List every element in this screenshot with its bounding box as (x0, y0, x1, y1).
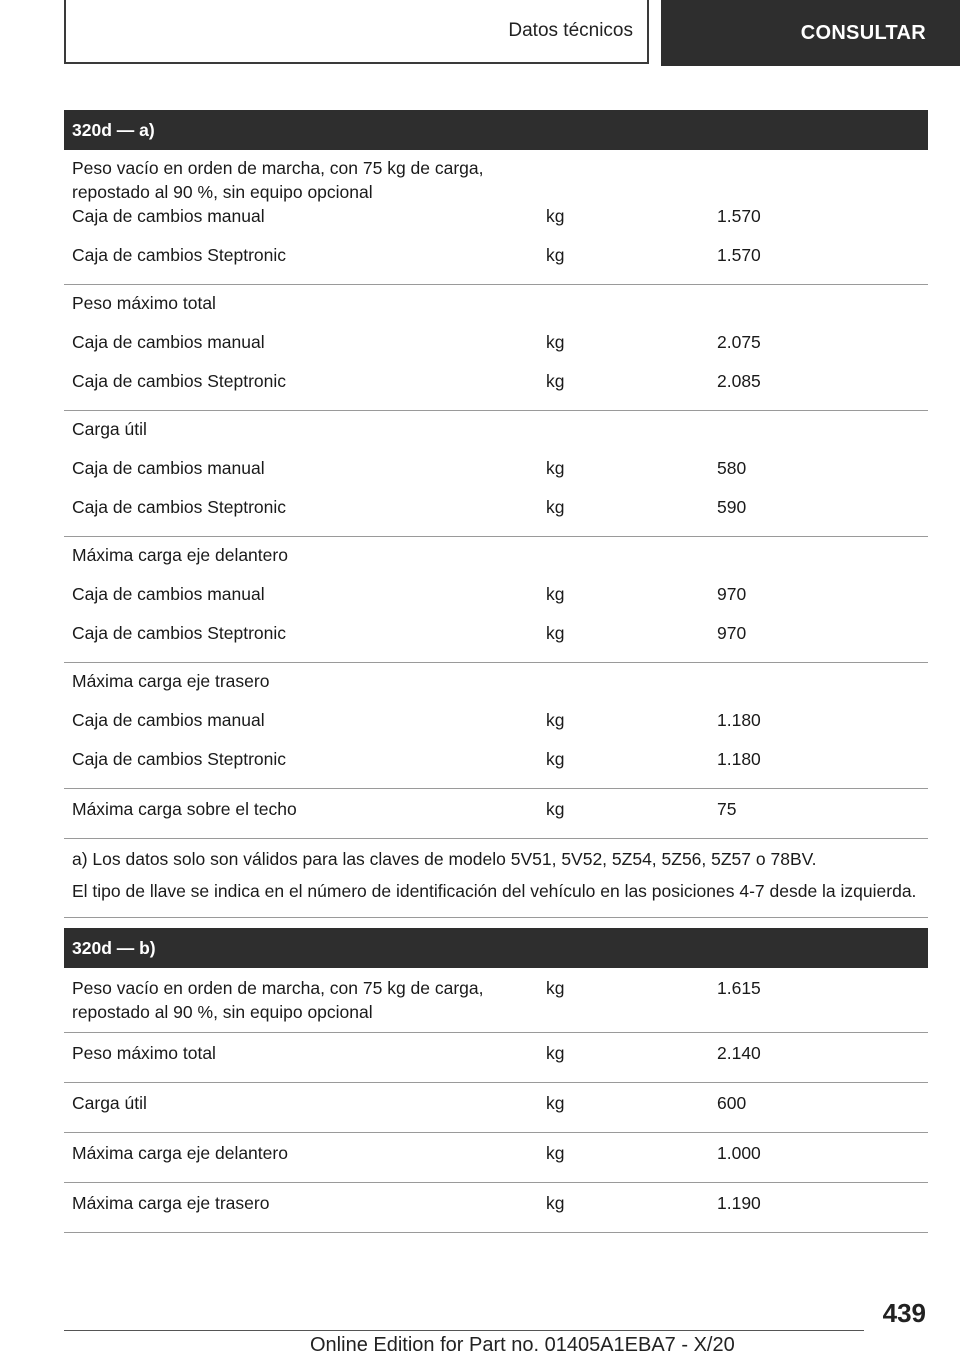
spec-group (64, 968, 928, 1033)
group-heading: Máxima carga eje trasero (72, 671, 270, 691)
row-unit: kg (546, 1193, 565, 1213)
row-label: Peso vacío en orden de marcha, con 75 kg de carga, repostado al 90 %, sin equipo opcional (72, 978, 484, 1022)
roof-load-group (64, 789, 928, 839)
table-row (64, 369, 928, 408)
table-row (64, 330, 928, 369)
spec-group (64, 1183, 928, 1233)
row-unit: kg (546, 371, 565, 391)
table-header (64, 928, 928, 968)
row-unit: kg (546, 458, 565, 478)
table-row (64, 243, 928, 282)
row-label: Máxima carga eje delantero (72, 1143, 288, 1163)
spec-group (64, 411, 928, 537)
row-value: 590 (717, 497, 747, 517)
table-rows (64, 968, 928, 1233)
row-value: 970 (717, 623, 747, 643)
edition-text: Online Edition for Part no. 01405A1EBA7 - X/20 (310, 1334, 735, 1356)
row-value: 2.085 (717, 371, 761, 391)
table-row (64, 582, 928, 621)
row-label: Caja de cambios Steptronic (72, 497, 286, 517)
row-unit: kg (546, 1143, 565, 1163)
group-heading: Peso máximo total (72, 293, 216, 313)
row-unit: kg (546, 332, 565, 352)
row-unit: kg (546, 206, 565, 226)
row-label: Caja de cambios manual (72, 710, 265, 730)
row-unit: kg (546, 799, 565, 819)
row-label: Peso máximo total (72, 1043, 216, 1063)
row-unit: kg (546, 749, 565, 769)
table-row (64, 204, 928, 243)
footer-divider (64, 1330, 864, 1331)
table-row (64, 495, 928, 534)
spec-table-320d-a (64, 110, 928, 918)
row-value: 2.140 (717, 1043, 761, 1063)
spec-group (64, 1133, 928, 1183)
section-title: Datos técnicos (508, 20, 633, 41)
row-unit: kg (546, 584, 565, 604)
consultar-tab[interactable] (661, 0, 960, 66)
row-unit: kg (546, 978, 565, 998)
spec-group (64, 537, 928, 663)
row-value: 1.570 (717, 245, 761, 265)
row-value: 1.180 (717, 749, 761, 769)
row-value: 1.615 (717, 978, 761, 998)
row-label: Caja de cambios Steptronic (72, 749, 286, 769)
page-number: 439 (882, 1298, 926, 1328)
table-title: 320d — a) (72, 120, 155, 140)
row-unit: kg (546, 1093, 565, 1113)
row-label: Caja de cambios manual (72, 458, 265, 478)
row-value: 580 (717, 458, 747, 478)
row-label: Máxima carga sobre el techo (72, 799, 297, 819)
spec-group (64, 285, 928, 411)
row-value: 1.570 (717, 206, 761, 226)
row-label: Caja de cambios Steptronic (72, 245, 286, 265)
spec-group (64, 663, 928, 789)
row-value: 970 (717, 584, 747, 604)
row-label: Caja de cambios manual (72, 206, 265, 226)
spec-group (64, 1033, 928, 1083)
table-row (64, 708, 928, 747)
row-unit: kg (546, 623, 565, 643)
table-row (64, 747, 928, 786)
footnote-text: El tipo de llave se indica en el número de identificación del vehículo en las posiciones 4-7 desde la izquierda. (72, 881, 917, 901)
table-row (64, 976, 928, 1030)
row-label: Carga útil (72, 1093, 147, 1113)
row-value: 75 (717, 799, 737, 819)
group-heading: Peso vacío en orden de marcha, con 75 kg de carga, repostado al 90 %, sin equipo opcional (72, 158, 484, 202)
row-value: 600 (717, 1093, 747, 1113)
spec-table-320d-b (64, 928, 928, 1233)
row-label: Caja de cambios manual (72, 332, 265, 352)
group-heading-row (64, 543, 928, 582)
row-unit: kg (546, 710, 565, 730)
row-value: 2.075 (717, 332, 761, 352)
row-label: Máxima carga eje trasero (72, 1193, 270, 1213)
table-row (64, 621, 928, 660)
row-value: 1.000 (717, 1143, 761, 1163)
footnote-block (64, 839, 928, 918)
group-heading-row (64, 417, 928, 456)
table-row (64, 1091, 928, 1130)
row-label: Caja de cambios Steptronic (72, 623, 286, 643)
row-label: Caja de cambios Steptronic (72, 371, 286, 391)
section-title-box (64, 0, 649, 64)
row-value: 1.180 (717, 710, 761, 730)
group-heading: Máxima carga eje delantero (72, 545, 288, 565)
table-row (64, 456, 928, 495)
spec-group (64, 1083, 928, 1133)
consultar-tab-label: CONSULTAR (800, 21, 926, 44)
group-heading: Carga útil (72, 419, 147, 439)
row-value: 1.190 (717, 1193, 761, 1213)
table-header (64, 110, 928, 150)
row-unit: kg (546, 497, 565, 517)
table-row (64, 1191, 928, 1230)
table-row (64, 1141, 928, 1180)
table-row (64, 797, 928, 836)
row-unit: kg (546, 1043, 565, 1063)
row-label: Caja de cambios manual (72, 584, 265, 604)
group-heading-row (64, 156, 928, 204)
row-unit: kg (546, 245, 565, 265)
footnote-text: a) Los datos solo son válidos para las claves de modelo 5V51, 5V52, 5Z54, 5Z56, 5Z57 o 78BV. (72, 849, 817, 869)
spec-group (64, 150, 928, 285)
group-heading-row (64, 291, 928, 330)
table-row (64, 1041, 928, 1080)
table-title: 320d — b) (72, 938, 156, 958)
group-heading-row (64, 669, 928, 708)
table-groups (64, 150, 928, 789)
